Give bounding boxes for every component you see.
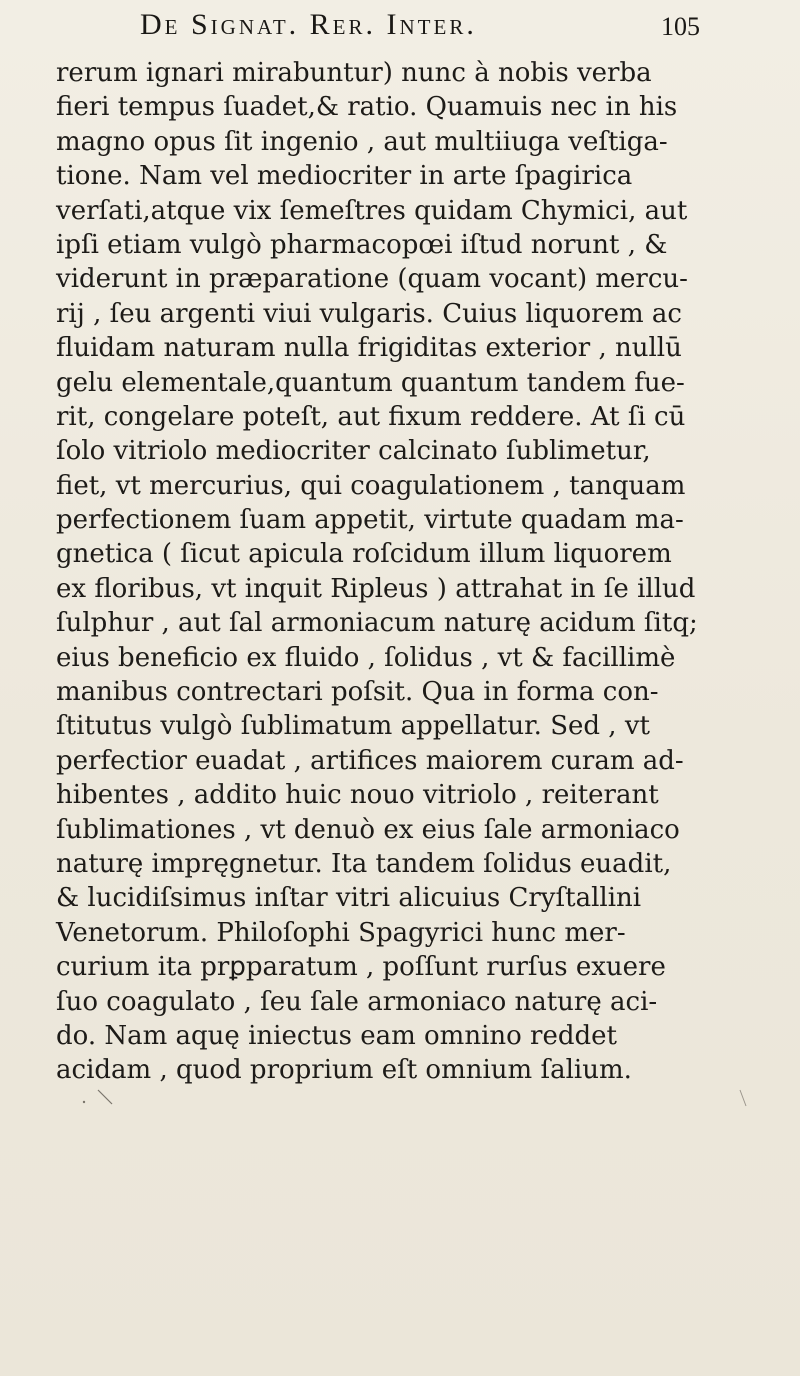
text-line: naturę impręgnetur. Ita tandem ſolidus euadit, xyxy=(56,848,672,879)
text-line: ſolo vitriolo mediocriter calcinato ſublimetur, xyxy=(56,436,651,467)
text-line: fieri tempus ſuadet,& ratio. Quamuis nec in his xyxy=(56,92,678,123)
page-number: 105 xyxy=(661,12,700,41)
text-line: rit, congelare poteſt, aut fixum reddere. At ſi cū xyxy=(56,401,686,432)
text-line: ipſi etiam vulgò pharmacopœi iſtud norunt , & xyxy=(56,229,668,260)
text-line: perfectior euadat , artifices maiorem curam ad- xyxy=(56,745,684,776)
text-line: tione. Nam vel mediocriter in arte ſpagirica xyxy=(56,161,633,192)
text-line: fiet, vt mercurius, qui coagulationem , tanquam xyxy=(56,470,686,501)
paper-blemish-marks xyxy=(56,1088,756,1108)
text-line: Venetorum. Philoſophi Spagyrici hunc mer- xyxy=(56,917,626,948)
body-text xyxy=(56,56,786,1088)
text-line: ſublimationes , vt denuò ex eius ſale armoniaco xyxy=(56,814,680,845)
text-line: ſulphur , aut ſal armoniacum naturę acidum ſitq; xyxy=(56,608,698,639)
text-line: viderunt in præparatione (quam vocant) mercu- xyxy=(56,264,688,295)
text-line: ex floribus, vt inquit Ripleus ) attrahat in ſe illud xyxy=(56,573,696,604)
text-line: curium ita prꝑparatum , poſſunt rurſus exuere xyxy=(56,952,666,983)
text-line: & lucidiſsimus inſtar vitri alicuius Cryſtallini xyxy=(56,883,642,914)
text-line: ſtitutus vulgò ſublimatum appellatur. Sed , vt xyxy=(56,711,650,742)
text-line: manibus contrectari poſsit. Qua in forma con- xyxy=(56,677,659,708)
text-line: eius beneficio ex fluido , ſolidus , vt & facillimè xyxy=(56,642,676,673)
text-line: magno opus ſit ingenio , aut multiiuga veſtiga- xyxy=(56,126,668,157)
text-line: perfectionem ſuam appetit, virtute quadam ma- xyxy=(56,505,684,536)
running-head: De Signat. Rer. Inter. xyxy=(140,8,477,41)
text-line: ſuo coagulato , ſeu ſale armoniaco naturę aci- xyxy=(56,986,658,1017)
page-header xyxy=(140,8,700,48)
text-line: verſati,atque vix ſemeſtres quidam Chymici, aut xyxy=(56,195,688,226)
text-line: hibentes , addito huic nouo vitriolo , reiterant xyxy=(56,780,659,811)
text-line: rerum ignari mirabuntur) nunc à nobis verba xyxy=(56,58,652,88)
text-line: gnetica ( ſicut apicula roſcidum illum liquorem xyxy=(56,539,672,570)
text-line: rij , ſeu argenti viui vulgaris. Cuius liquorem ac xyxy=(56,298,682,329)
text-line: gelu elementale,quantum quantum tandem fue- xyxy=(56,367,685,398)
text-line: fluidam naturam nulla frigiditas exterior , nullū xyxy=(56,333,682,364)
text-line: do. Nam aquę iniectus eam omnino reddet xyxy=(56,1020,617,1051)
text-line: acidam , quod proprium eſt omnium ſalium. xyxy=(56,1055,632,1086)
